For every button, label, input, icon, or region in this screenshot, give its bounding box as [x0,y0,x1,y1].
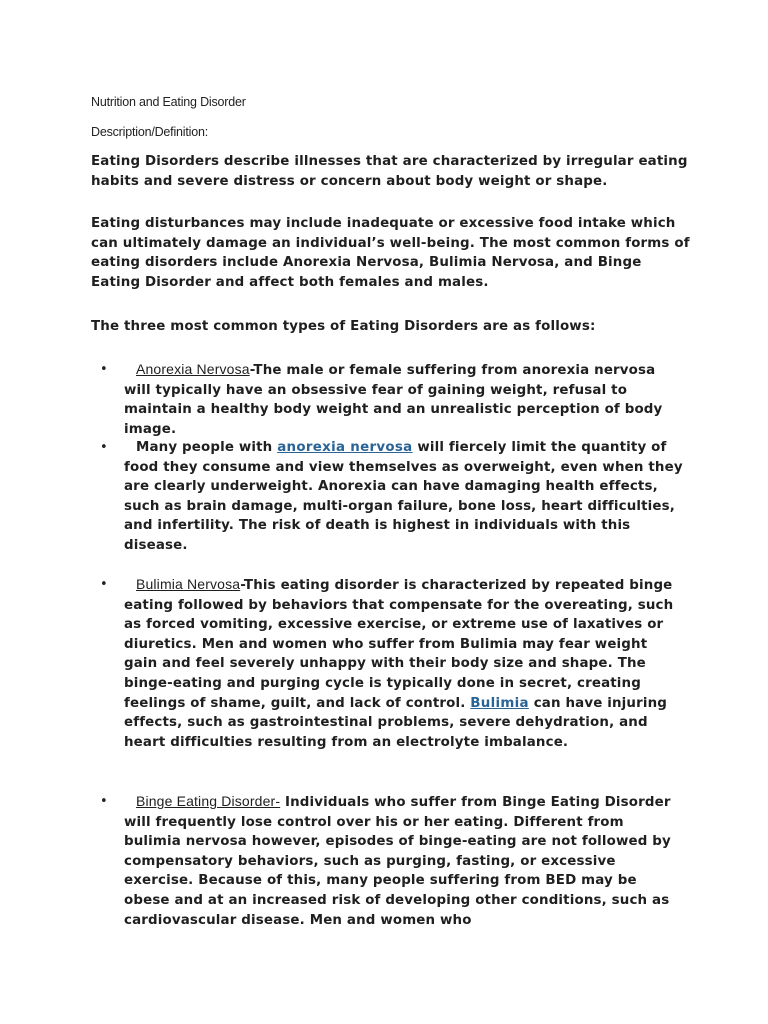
term-bulimia-nervosa: Bulimia Nervosa [136,576,241,592]
bullet-icon: • [100,794,108,809]
list-item-binge-eating [100,792,684,930]
binge-eating-description: Individuals who suffer from Binge Eating Disorder will frequently lose control over his or her eating. Different from bulimia nervosa however, episodes of binge-eating are not followed by compensatory behaviors, such as purging, fasting, or excessive exercise. Because of this, many people suffering from BED may be obese and at an increased risk of developing other conditions, such as cardiovascular disease. Men and women who [124,795,671,928]
document-title: Nutrition and Eating Disorder [91,95,246,109]
bulimia-text-before: -This eating disorder is characterized by repeated binge eating followed by behaviors that compensate for the overeating, such as forced vomiting, excessive exercise, or extreme use of laxatives or diuretics. Men and women who suffer from Bulimia may fear weight gain and feel severely unhappy with their body size and shape. The binge-eating and purging cycle is typically done in secret, creating feelings of shame, guilt, and lack of control. [124,578,674,711]
list-item-anorexia-effects [100,438,684,556]
anorexia-description: -The male or female suffering from anorexia nervosa will typically have an obsessive fear of gaining weight, refusal to maintain a healthy body weight and an unrealistic perception of body image. [124,363,663,437]
document-subtitle: Description/Definition: [91,125,208,139]
link-anorexia-nervosa[interactable]: anorexia nervosa [277,440,413,455]
anorexia-effects-text-before: Many people with [136,440,278,455]
paragraph-definition: Eating Disorders describe illnesses that are characterized by irregular eating habits and severe distress or concern about body weight or shape. [91,154,688,189]
anorexia-effects-text-after: will fiercely limit the quantity of food they consume and view themselves as overweight, even when they are clearly underweight. Anorexia can have damaging health effects, such as brain damage, multi-organ failure, bone loss, heart difficulties, and infertility. The risk of death is highest in individuals with this disease. [124,440,683,553]
list-item-anorexia [100,360,684,439]
term-binge-eating-disorder: Binge Eating Disorder- [136,793,281,809]
paragraph-types-intro: The three most common types of Eating Disorders are as follows: [91,319,596,334]
bullet-icon: • [100,362,108,377]
bulimia-text-after: can have injuring effects, such as gastrointestinal problems, severe dehydration, and heart difficulties resulting from an electrolyte imbalance. [124,695,668,750]
list-item-bulimia [100,575,684,752]
bullet-icon: • [100,440,108,455]
link-bulimia[interactable]: Bulimia [470,695,529,711]
bullet-icon: • [100,577,108,592]
term-anorexia-nervosa: Anorexia Nervosa [136,361,250,377]
paragraph-disturbances: Eating disturbances may include inadequate or excessive food intake which can ultimately damage an individual’s well-being. The most common forms of eating disorders include Anorexia Nervosa, Bulimia Nervosa, and Binge Eating Disorder and affect both females and males. [91,216,690,290]
